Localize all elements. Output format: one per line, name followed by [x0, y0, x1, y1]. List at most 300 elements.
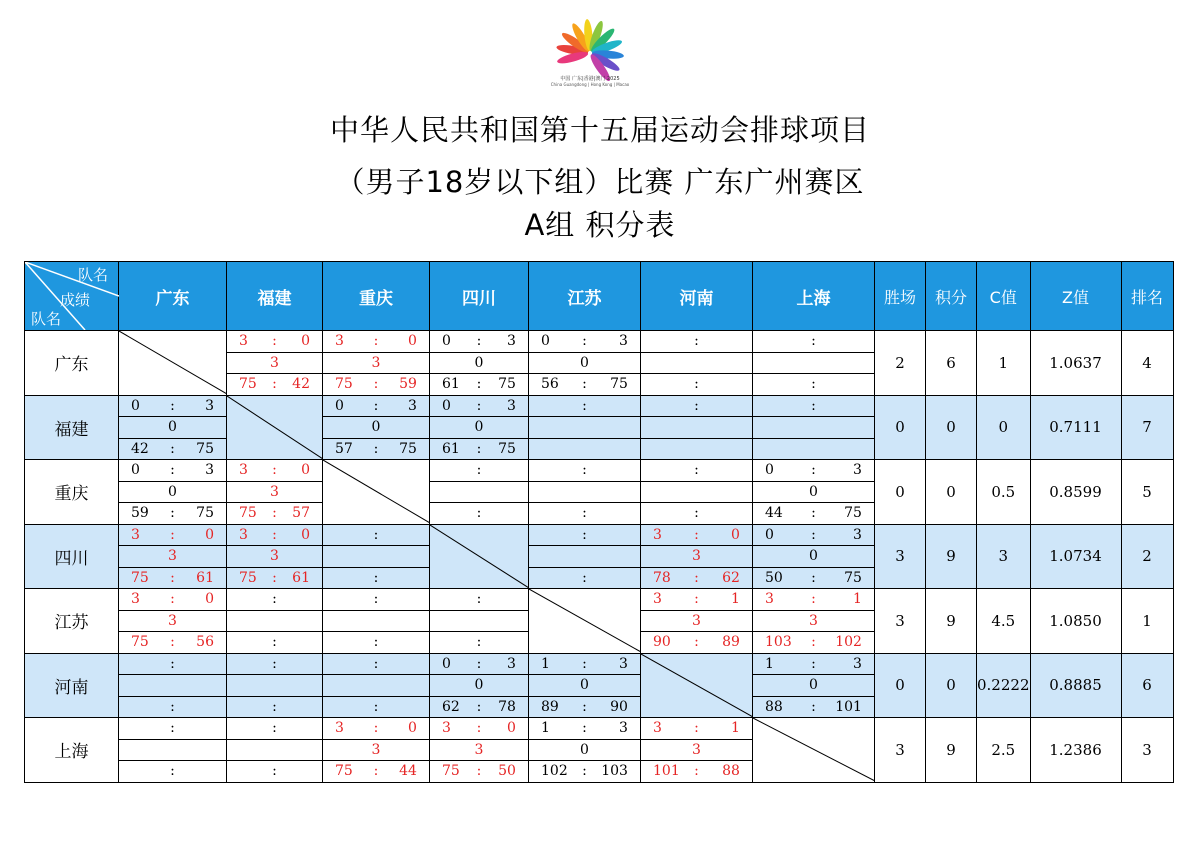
- rally-points-line: :: [227, 631, 322, 653]
- match-points-line: [641, 481, 752, 503]
- rally-points-line: 75 : 50: [430, 760, 528, 782]
- rally-points-line: [753, 438, 874, 460]
- match-points-line: [641, 545, 752, 567]
- sets-lost: 0: [205, 591, 214, 607]
- rally-points-line: :: [529, 502, 640, 524]
- rally-points-line: :: [323, 567, 429, 589]
- match-points-line: [119, 674, 226, 696]
- match-points: 0: [580, 741, 589, 758]
- corner-bottom-label: 队名: [31, 310, 62, 328]
- match-points: 3: [809, 612, 818, 629]
- sets-won: 3: [653, 720, 662, 736]
- rally-points-line: :: [641, 373, 752, 395]
- col-team-header: 重庆: [323, 262, 430, 331]
- match-points: 3: [692, 548, 701, 564]
- set-score-line: 0 : 3: [430, 396, 528, 417]
- match-points-line: [323, 352, 429, 374]
- rank-value: 2: [1121, 524, 1173, 589]
- c-value: 2.5: [977, 718, 1031, 783]
- match-points-line: [119, 545, 226, 567]
- sets-won: 0: [442, 397, 451, 414]
- sets-lost: 0: [408, 333, 417, 349]
- sets-lost: 0: [507, 720, 516, 736]
- sets-won: 3: [653, 526, 662, 543]
- rally-points-line: :: [323, 696, 429, 718]
- diagonal-line: [227, 396, 323, 459]
- diagonal-line: [641, 654, 753, 717]
- match-result-cell: [753, 653, 875, 718]
- sets-won: 3: [765, 591, 774, 607]
- points-conceded: 75: [196, 505, 214, 521]
- c-value: 0.5: [977, 460, 1031, 525]
- row-team-name: 重庆: [25, 460, 119, 525]
- rally-points-line: 102 : 103: [529, 760, 640, 782]
- set-score-line: :: [694, 333, 699, 349]
- match-points-line: [323, 674, 429, 696]
- sets-won: 0: [765, 462, 774, 478]
- points-value: 9: [926, 718, 977, 783]
- points-conceded: 61: [292, 569, 310, 586]
- points-conceded: 75: [399, 440, 417, 457]
- match-points: 3: [692, 741, 701, 758]
- points-scored: 103: [765, 634, 792, 650]
- points-value: 6: [926, 331, 977, 396]
- match-result-cell: [430, 460, 529, 525]
- rally-points-line: :: [227, 696, 322, 718]
- set-score-line: 0 : 3: [119, 460, 226, 481]
- match-result-cell: [227, 653, 323, 718]
- points-value: 0: [926, 460, 977, 525]
- match-points: 3: [168, 548, 177, 564]
- points-conceded: 62: [722, 569, 740, 586]
- points-scored: 61: [442, 376, 460, 392]
- match-points-line: [430, 416, 528, 438]
- points-conceded: 102: [835, 634, 862, 650]
- match-result-cell: [323, 589, 430, 654]
- match-points-line: [430, 352, 528, 374]
- match-points-line: [641, 610, 752, 632]
- row-team-name: 四川: [25, 524, 119, 589]
- points-conceded: 56: [196, 634, 214, 650]
- rank-value: 7: [1121, 395, 1173, 460]
- match-result-cell: [119, 395, 227, 460]
- set-score-line: :: [373, 526, 379, 543]
- sets-lost: 3: [853, 462, 862, 478]
- sets-won: 3: [239, 333, 248, 349]
- points-scored: 101: [653, 763, 680, 779]
- corner-middle-label: 成绩: [60, 291, 91, 309]
- self-match-cell: [753, 718, 875, 783]
- col-c-value-header: C值: [977, 262, 1031, 331]
- set-score-line: 0 : 3: [529, 331, 640, 352]
- match-points: 0: [474, 419, 484, 435]
- set-score-line: 3 : 0: [227, 331, 322, 352]
- points-conceded: 75: [610, 376, 628, 392]
- match-result-cell: [753, 589, 875, 654]
- points-scored: 75: [131, 634, 149, 650]
- match-result-cell: [641, 524, 753, 589]
- set-score-line: :: [272, 591, 277, 607]
- diagonal-line: [529, 589, 641, 652]
- points-conceded: 75: [498, 440, 516, 457]
- rally-points-line: 61 : 75: [430, 373, 528, 395]
- col-rank-header: 排名: [1121, 262, 1173, 331]
- rank-value: 5: [1121, 460, 1173, 525]
- rally-points-line: 57 : 75: [323, 438, 429, 460]
- match-points-line: [430, 739, 528, 761]
- wins-value: 3: [875, 524, 926, 589]
- match-points: 3: [270, 483, 279, 500]
- sets-won: 0: [442, 333, 451, 349]
- points-scored: 56: [541, 376, 559, 392]
- sets-won: 3: [653, 591, 662, 607]
- match-result-cell: [323, 331, 430, 396]
- points-conceded: 61: [196, 569, 214, 586]
- match-points: 0: [474, 677, 484, 693]
- sets-won: 3: [442, 720, 451, 736]
- col-wins-header: 胜场: [875, 262, 926, 331]
- match-points-line: [227, 352, 322, 374]
- logo-caption: 中国 广东|香港|澳门 2025 China Guangdong | Hong Kong | Macao: [550, 76, 630, 87]
- set-score-line: 3 : 0: [119, 525, 226, 546]
- match-points-line: [430, 481, 528, 503]
- rank-value: 6: [1121, 653, 1173, 718]
- rally-points-line: 75 : 44: [323, 760, 429, 782]
- sets-won: 0: [131, 462, 140, 478]
- sets-lost: 3: [507, 655, 516, 672]
- diagonal-line: [430, 525, 529, 588]
- wins-value: 0: [875, 460, 926, 525]
- rally-points-line: [529, 438, 640, 460]
- wins-value: 2: [875, 331, 926, 396]
- match-points-line: [227, 674, 322, 696]
- match-result-cell: [119, 718, 227, 783]
- match-result-cell: [641, 331, 753, 396]
- team-row: [25, 331, 1174, 396]
- points-scored: 89: [541, 698, 559, 715]
- match-points-line: [529, 352, 640, 374]
- rally-points-line: :: [641, 502, 752, 524]
- points-scored: 61: [442, 440, 460, 457]
- points-conceded: 88: [722, 763, 740, 779]
- self-match-cell: [529, 589, 641, 654]
- sets-won: 3: [335, 720, 344, 736]
- points-conceded: 44: [399, 763, 417, 779]
- points-conceded: 75: [498, 376, 516, 392]
- corner-header: [25, 262, 119, 331]
- points-scored: 57: [335, 440, 353, 457]
- rally-points-line: 88 : 101: [753, 696, 874, 718]
- sets-lost: 3: [853, 526, 862, 543]
- rally-points-line: 103 : 102: [753, 631, 874, 653]
- match-result-cell: [323, 653, 430, 718]
- rally-points-line: 62 : 78: [430, 696, 528, 718]
- corner-top-label: 队名: [77, 266, 108, 284]
- set-score-line: 1 : 3: [529, 718, 640, 739]
- match-points-line: [227, 739, 322, 761]
- set-score-line: 0 : 3: [430, 331, 528, 352]
- match-points: 3: [371, 741, 381, 758]
- set-score-line: 3 : 1: [641, 718, 752, 739]
- match-points-line: [753, 674, 874, 696]
- rally-points-line: 61 : 75: [430, 438, 528, 460]
- set-score-line: :: [373, 591, 379, 607]
- points-conceded: 75: [844, 505, 862, 521]
- c-value: 0: [977, 395, 1031, 460]
- title-line-2: （男子18岁以下组）比赛 广东广州赛区: [335, 165, 865, 199]
- col-team-header: 江苏: [529, 262, 641, 331]
- match-points-line: [641, 352, 752, 374]
- rally-points-line: :: [529, 567, 640, 589]
- standings-table: [24, 261, 1174, 783]
- points-scored: 59: [131, 505, 149, 521]
- diagonal-line: [753, 718, 875, 781]
- points-scored: 90: [653, 634, 671, 650]
- z-value: 1.0850: [1030, 589, 1121, 654]
- diagonal-line: [323, 460, 430, 523]
- sets-lost: 0: [408, 720, 417, 736]
- match-points-line: [227, 610, 322, 632]
- match-points: 3: [270, 548, 279, 564]
- sets-lost: 3: [619, 655, 628, 672]
- points-conceded: 50: [498, 763, 516, 779]
- col-points-header: 积分: [926, 262, 977, 331]
- points-scored: 75: [239, 376, 257, 392]
- match-result-cell: [430, 718, 529, 783]
- sets-lost: 0: [731, 526, 740, 543]
- wins-value: 3: [875, 589, 926, 654]
- match-points: 3: [371, 354, 381, 371]
- points-scored: 75: [131, 569, 149, 586]
- points-scored: 75: [335, 376, 353, 392]
- set-score-line: 0 : 3: [753, 460, 874, 481]
- match-points-line: [641, 416, 752, 438]
- set-score-line: 3 : 0: [641, 525, 752, 546]
- match-points-line: [753, 416, 874, 438]
- sets-lost: 3: [619, 720, 628, 736]
- z-value: 0.8599: [1030, 460, 1121, 525]
- match-result-cell: [430, 331, 529, 396]
- rank-value: 4: [1121, 331, 1173, 396]
- match-points: 0: [809, 548, 818, 564]
- set-score-line: :: [476, 462, 482, 478]
- points-scored: 75: [239, 569, 257, 586]
- match-result-cell: [529, 524, 641, 589]
- sets-won: 0: [335, 397, 344, 414]
- col-team-header: 上海: [753, 262, 875, 331]
- points-scored: 44: [765, 505, 783, 521]
- points-conceded: 103: [601, 763, 628, 779]
- match-points-line: [430, 674, 528, 696]
- points-conceded: 57: [292, 505, 310, 521]
- rally-points-line: [641, 438, 752, 460]
- team-row: [25, 524, 1174, 589]
- match-points-line: [323, 545, 429, 567]
- team-row: [25, 589, 1174, 654]
- points-conceded: 78: [498, 698, 516, 715]
- match-points: 0: [809, 677, 818, 693]
- set-score-line: :: [811, 397, 816, 414]
- points-value: 9: [926, 589, 977, 654]
- sets-lost: 3: [619, 333, 628, 349]
- match-result-cell: [753, 460, 875, 525]
- c-value: 1: [977, 331, 1031, 396]
- rally-points-line: 75 : 59: [323, 373, 429, 395]
- sets-won: 1: [765, 655, 774, 672]
- rally-points-line: :: [227, 760, 322, 782]
- sets-lost: 0: [301, 526, 310, 543]
- set-score-line: 3 : 0: [227, 460, 322, 481]
- match-points-line: [323, 739, 429, 761]
- points-scored: 88: [765, 698, 783, 715]
- z-value: 1.2386: [1030, 718, 1121, 783]
- points-scored: 50: [765, 569, 783, 586]
- match-points-line: [641, 739, 752, 761]
- rally-points-line: :: [119, 760, 226, 782]
- self-match-cell: [430, 524, 529, 589]
- sets-won: 3: [239, 526, 248, 543]
- row-team-name: 河南: [25, 653, 119, 718]
- sets-won: 1: [541, 720, 550, 736]
- match-result-cell: [753, 524, 875, 589]
- sets-won: 3: [239, 462, 248, 478]
- match-points: 0: [168, 483, 177, 500]
- match-result-cell: [430, 395, 529, 460]
- match-points-line: [529, 416, 640, 438]
- rally-points-line: 59 : 75: [119, 502, 226, 524]
- match-points-line: [753, 481, 874, 503]
- col-team-header: 四川: [430, 262, 529, 331]
- match-result-cell: [323, 718, 430, 783]
- points-conceded: 89: [722, 634, 740, 650]
- col-team-header: 河南: [641, 262, 753, 331]
- c-value: 3: [977, 524, 1031, 589]
- set-score-line: 3 : 1: [753, 589, 874, 610]
- team-row: [25, 653, 1174, 718]
- match-result-cell: [529, 460, 641, 525]
- match-points: 0: [580, 354, 589, 371]
- set-score-line: 0 : 3: [119, 396, 226, 417]
- z-value: 1.0637: [1030, 331, 1121, 396]
- c-value: 0.2222: [977, 653, 1031, 718]
- row-team-name: 广东: [25, 331, 119, 396]
- match-points-line: [753, 352, 874, 374]
- sets-lost: 3: [205, 397, 214, 414]
- match-result-cell: [119, 460, 227, 525]
- wins-value: 0: [875, 395, 926, 460]
- diagonal-line: [119, 331, 227, 394]
- set-score-line: 0 : 3: [753, 525, 874, 546]
- rally-points-line: 75 : 61: [119, 567, 226, 589]
- set-score-line: 0 : 3: [323, 396, 429, 417]
- set-score-line: 3 : 0: [119, 589, 226, 610]
- sets-won: 1: [541, 655, 550, 672]
- points-scored: 42: [131, 440, 149, 457]
- match-points-line: [529, 674, 640, 696]
- col-z-value-header: Z值: [1030, 262, 1121, 331]
- match-result-cell: [227, 718, 323, 783]
- set-score-line: 1 : 3: [529, 654, 640, 675]
- points-conceded: 90: [610, 698, 628, 715]
- sets-lost: 1: [731, 591, 740, 607]
- set-score-line: :: [170, 720, 175, 736]
- match-points: 3: [270, 354, 279, 371]
- rally-points-line: :: [323, 631, 429, 653]
- rally-points-line: 56 : 75: [529, 373, 640, 395]
- points-value: 0: [926, 653, 977, 718]
- sets-lost: 3: [408, 397, 417, 414]
- match-result-cell: [753, 395, 875, 460]
- points-scored: 75: [239, 505, 257, 521]
- match-points-line: [323, 416, 429, 438]
- sets-won: 0: [442, 655, 451, 672]
- sets-lost: 0: [301, 462, 310, 478]
- match-result-cell: [641, 718, 753, 783]
- sets-won: 3: [131, 526, 140, 543]
- sets-lost: 0: [205, 526, 214, 543]
- rally-points-line: :: [753, 373, 874, 395]
- self-match-cell: [119, 331, 227, 396]
- points-conceded: 75: [196, 440, 214, 457]
- wins-value: 3: [875, 718, 926, 783]
- set-score-line: :: [170, 655, 175, 672]
- z-value: 0.8885: [1030, 653, 1121, 718]
- match-result-cell: [529, 331, 641, 396]
- match-result-cell: [227, 524, 323, 589]
- title-line-1: 中华人民共和国第十五届运动会排球项目: [329, 113, 870, 147]
- match-result-cell: [227, 589, 323, 654]
- points-conceded: 59: [399, 376, 417, 392]
- match-points: 3: [692, 612, 701, 629]
- sets-lost: 1: [731, 720, 740, 736]
- points-scored: 78: [653, 569, 671, 586]
- match-points-line: [119, 739, 226, 761]
- match-result-cell: [641, 460, 753, 525]
- match-points: 0: [474, 354, 484, 371]
- rally-points-line: 44 : 75: [753, 502, 874, 524]
- points-conceded: 101: [835, 698, 862, 715]
- match-result-cell: [119, 653, 227, 718]
- self-match-cell: [641, 653, 753, 718]
- set-score-line: 3 : 0: [430, 718, 528, 739]
- z-value: 1.0734: [1030, 524, 1121, 589]
- match-result-cell: [529, 395, 641, 460]
- sets-lost: 3: [205, 462, 214, 478]
- rally-points-line: 101 : 88: [641, 760, 752, 782]
- match-points-line: [227, 545, 322, 567]
- match-points: 0: [371, 419, 381, 435]
- points-scored: 62: [442, 698, 460, 715]
- match-result-cell: [119, 524, 227, 589]
- set-score-line: :: [582, 397, 587, 414]
- match-points-line: [529, 739, 640, 761]
- set-score-line: :: [694, 397, 699, 414]
- set-score-line: 3 : 0: [323, 718, 429, 739]
- sets-won: 0: [765, 526, 774, 543]
- sets-won: 3: [335, 333, 344, 349]
- match-result-cell: [430, 589, 529, 654]
- rally-points-line: :: [430, 502, 528, 524]
- rally-points-line: 75 : 56: [119, 631, 226, 653]
- sets-lost: 3: [507, 397, 516, 414]
- rally-points-line: 75 : 42: [227, 373, 322, 395]
- match-result-cell: [323, 524, 430, 589]
- match-points: 3: [168, 612, 177, 629]
- rally-points-line: :: [430, 631, 528, 653]
- set-score-line: 3 : 0: [323, 331, 429, 352]
- rally-points-line: 78 : 62: [641, 567, 752, 589]
- match-points-line: [119, 416, 226, 438]
